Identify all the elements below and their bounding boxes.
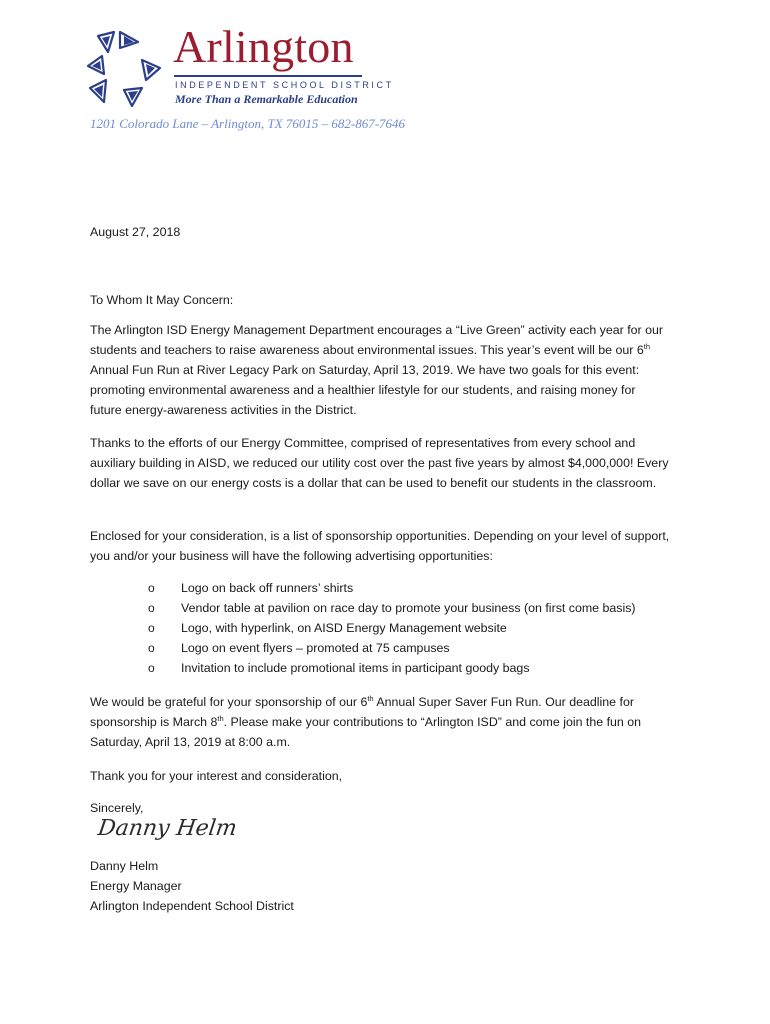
list-item-text: Logo, with hyperlink, on AISD Energy Management website [181, 621, 507, 635]
list-item [148, 658, 636, 678]
signer-name: Danny Helm [90, 859, 159, 873]
closing: Sincerely, [90, 801, 144, 815]
bullet-marker: o [148, 621, 155, 635]
salutation: To Whom It May Concern: [90, 293, 234, 307]
bullet-marker: o [148, 601, 155, 615]
paragraph-text: Annual Fun Run at River Legacy Park on Saturday, April 13, 2019. We have two goals for this event: promoting environmental awareness and a healthier lifestyle for our students, and raising money for future energy-awareness activities in the District. [90, 363, 640, 417]
signer-organization: Arlington Independent School District [90, 899, 294, 913]
district-address: 1201 Colorado Lane – Arlington, TX 76015 – 682-867-7646 [90, 116, 406, 131]
ordinal-suffix: th [217, 713, 224, 723]
thanks-line: Thank you for your interest and consideration, [90, 769, 343, 783]
district-tagline: More Than a Remarkable Education [175, 92, 358, 106]
paragraph-text: We would be grateful for your sponsorship of our 6 [90, 695, 368, 709]
list-item-text: Invitation to include promotional items in participant goody bags [181, 661, 530, 675]
district-subtitle: INDEPENDENT SCHOOL DISTRICT [175, 80, 394, 90]
list-item-text: Logo on event flyers – promoted at 75 campuses [181, 641, 450, 655]
paragraph-text: . Please make your contributions to “Arlington ISD” and come join the fun on Saturday, April 13, 2019 at 8:00 a.m. [90, 715, 642, 749]
district-name: Arlington [173, 21, 354, 72]
handwritten-signature: Danny Helm [96, 816, 239, 841]
paragraph-sponsorship-intro: Enclosed for your consideration, is a list of sponsorship opportunities. Depending on your level of support, you and/or your business will have the following advertising opportunities: [90, 529, 670, 563]
bullet-marker: o [148, 641, 155, 655]
list-item-text: Logo on back off runners’ shirts [181, 581, 354, 595]
signer-title: Energy Manager [90, 879, 182, 893]
list-item [148, 618, 636, 638]
paragraph-energy-committee: Thanks to the efforts of our Energy Committee, comprised of representatives from every school and auxiliary building in AISD, we reduced our utility cost over the past five years by almost $4,000,000! Every dollar we save on our energy costs is a dollar that can be used to benefit our students in the classroom. [90, 436, 669, 490]
list-item [148, 598, 636, 618]
ordinal-suffix: th [367, 693, 374, 703]
bullet-marker: o [148, 581, 155, 595]
list-item [148, 638, 636, 658]
paragraph-text: Annual Super Saver Fun Run. Our deadline for sponsorship is March 8 [90, 695, 634, 729]
district-star-logo [84, 30, 162, 108]
sponsorship-opportunities-list [148, 578, 636, 678]
ordinal-suffix: th [643, 341, 651, 351]
signature-block [90, 856, 294, 916]
letter-date: August 27, 2018 [90, 225, 181, 239]
paragraph-request [90, 692, 670, 752]
paragraph-text: The Arlington ISD Energy Management Department encourages a “Live Green” activity each year for our students and teachers to raise awareness about environmental issues. This year’s event will be our 6 [90, 323, 664, 357]
paragraph-live-green [90, 320, 670, 420]
letterhead-divider [174, 75, 362, 77]
list-item-text: Vendor table at pavilion on race day to promote your business (on first come basis) [181, 601, 636, 615]
bullet-marker: o [148, 661, 155, 675]
list-item [148, 578, 636, 598]
